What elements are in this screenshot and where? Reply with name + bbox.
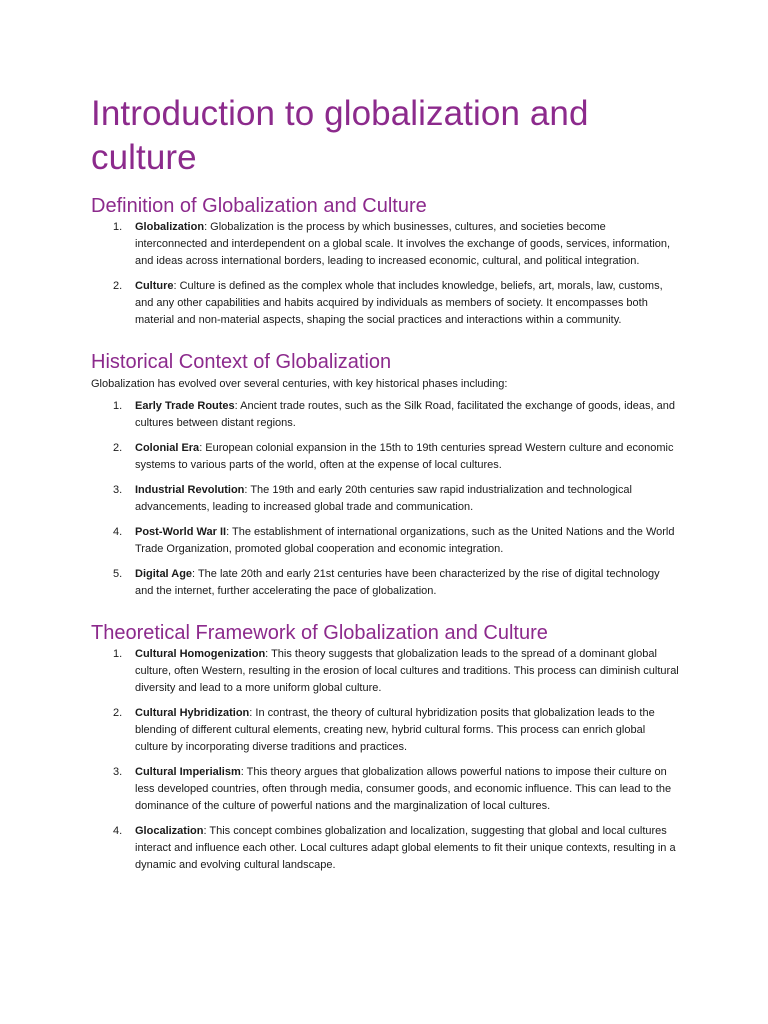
term-description: : European colonial expansion in the 15th to 19th centuries spread Western culture and economic systems to various parts of the world, often at the expense of local cultures. bbox=[135, 442, 674, 471]
list-item bbox=[91, 398, 680, 432]
list-number: 2. bbox=[113, 442, 123, 454]
list-item bbox=[91, 482, 680, 516]
term-label: Early Trade Routes bbox=[135, 400, 235, 412]
theory-list bbox=[91, 646, 680, 874]
term-description: : In contrast, the theory of cultural hybridization posits that globalization leads to the blending of different cultural elements, creating new, hybrid cultural forms. This process can enrich global culture by incorporating diverse traditions and practices. bbox=[135, 707, 655, 753]
term-description: : The 19th and early 20th centuries saw rapid industrialization and technological advancements, leading to increased global trade and communication. bbox=[135, 484, 632, 513]
term-description: : This theory argues that globalization allows powerful nations to impose their culture on less developed countries, often through media, consumer goods, and economic influence. This can lead to the dominance of the culture of powerful nations and the marginalization of local cultures. bbox=[135, 766, 672, 812]
list-item bbox=[91, 219, 680, 270]
term-label: Culture bbox=[135, 280, 174, 292]
list-number: 1. bbox=[113, 221, 123, 233]
term-label: Cultural Homogenization bbox=[135, 648, 266, 660]
term-description: : Ancient trade routes, such as the Silk Road, facilitated the exchange of goods, ideas, and cultures between distant regions. bbox=[135, 400, 675, 429]
term-description: : Globalization is the process by which businesses, cultures, and societies become interconnected and interdependent on a global scale. It involves the exchange of goods, services, information, and ideas across international borders, leading to increased economic, cultural, and political integration. bbox=[135, 221, 671, 267]
term-label: Colonial Era bbox=[135, 442, 200, 454]
term-description: : The establishment of international organizations, such as the United Nations and the World Trade Organization, promoted global cooperation and economic integration. bbox=[135, 526, 675, 555]
term-label: Cultural Imperialism bbox=[135, 766, 241, 778]
history-list bbox=[91, 398, 680, 600]
list-number: 2. bbox=[113, 280, 123, 292]
list-item bbox=[91, 823, 680, 874]
section-intro: Globalization has evolved over several centuries, with key historical phases including: bbox=[91, 378, 508, 390]
list-item bbox=[91, 566, 680, 600]
list-number: 3. bbox=[113, 484, 123, 496]
term-label: Digital Age bbox=[135, 568, 193, 580]
document-title: Introduction to globalization and culture bbox=[91, 94, 589, 177]
term-description: : The late 20th and early 21st centuries have been characterized by the rise of digital technology and the internet, further accelerating the pace of globalization. bbox=[135, 568, 660, 597]
list-number: 3. bbox=[113, 766, 123, 778]
section-heading-history: Historical Context of Globalization bbox=[91, 351, 392, 373]
section-heading-definition: Definition of Globalization and Culture bbox=[91, 195, 427, 217]
list-item bbox=[91, 646, 680, 697]
list-item bbox=[91, 278, 680, 329]
list-item bbox=[91, 440, 680, 474]
list-number: 2. bbox=[113, 707, 123, 719]
list-number: 4. bbox=[113, 526, 123, 538]
list-item bbox=[91, 524, 680, 558]
section-heading-theory: Theoretical Framework of Globalization and Culture bbox=[91, 622, 548, 644]
list-number: 5. bbox=[113, 568, 123, 580]
list-number: 4. bbox=[113, 825, 123, 837]
definition-list bbox=[91, 219, 680, 329]
term-label: Globalization bbox=[135, 221, 205, 233]
term-description: : Culture is defined as the complex whole that includes knowledge, beliefs, art, morals, law, customs, and any other capabilities and habits acquired by individuals as members of society. It encompasses both material and non-material aspects, shaping the social practices and interactions within a community. bbox=[135, 280, 663, 326]
term-label: Post-World War II bbox=[135, 526, 227, 538]
term-label: Glocalization bbox=[135, 825, 204, 837]
term-description: : This theory suggests that globalization leads to the spread of a dominant global culture, often Western, resulting in the erosion of local cultures and traditions. This process can diminish cultural diversity and lead to a more uniform global culture. bbox=[135, 648, 679, 694]
term-description: : This concept combines globalization and localization, suggesting that global and local cultures interact and influence each other. Local cultures adapt global elements to fit their unique contexts, resulting in a dynamic and evolving cultural landscape. bbox=[135, 825, 676, 871]
list-number: 1. bbox=[113, 648, 123, 660]
list-number: 1. bbox=[113, 400, 123, 412]
list-item bbox=[91, 705, 680, 756]
list-item bbox=[91, 764, 680, 815]
term-label: Industrial Revolution bbox=[135, 484, 245, 496]
term-label: Cultural Hybridization bbox=[135, 707, 250, 719]
